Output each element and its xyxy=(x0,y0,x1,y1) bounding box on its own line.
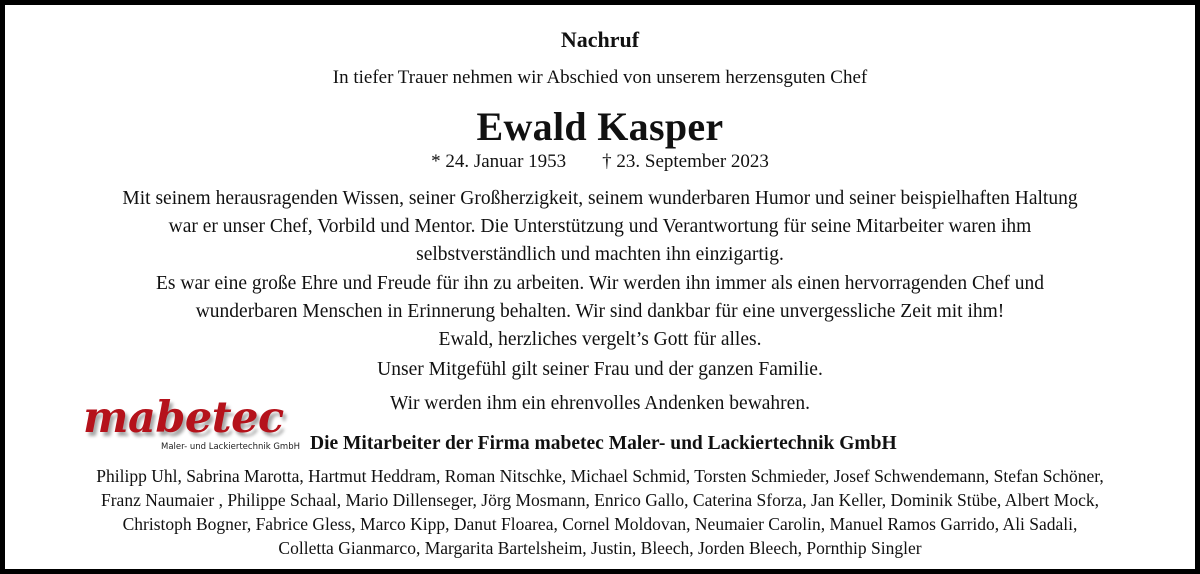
deceased-name: Ewald Kasper xyxy=(476,104,724,149)
tribute-paragraph-2 xyxy=(5,270,1195,354)
notice-title: Nachruf xyxy=(560,27,640,52)
birth-date: * 24. Januar 1953 xyxy=(431,151,567,172)
staff-names xyxy=(5,464,1195,560)
logo-wordmark: mabetec xyxy=(83,393,284,443)
mabetec-logo xyxy=(83,393,301,455)
staff-names-line: Christoph Bogner, Fabrice Gless, Marco Kipp, Danut Floarea, Cornel Moldovan, Neumaier Carolin, Manuel Ramos Garrido, Ali Sadali, xyxy=(122,514,1078,534)
remembrance-line: Wir werden ihm ein ehrenvolles Andenken bewahren. xyxy=(390,393,810,414)
staff-names-line: Franz Naumaier , Philippe Schaal, Mario Dillenseger, Jörg Mosmann, Enrico Gallo, Caterina Sforza, Jan Keller, Dominik Stübe, Albert Mock, xyxy=(101,490,1099,510)
logo-subtitle: Maler- und Lackiertechnik GmbH xyxy=(161,442,301,452)
tribute-line: Mit seinem herausragenden Wissen, seiner Großherzigkeit, seinem wunderbaren Humor und seiner beispielhaften Haltung xyxy=(122,188,1078,209)
tribute-line: wunderbaren Menschen in Erinnerung behalten. Wir sind dankbar für eine unvergessliche Zeit mit ihm! xyxy=(195,301,1005,322)
life-dates xyxy=(5,151,1195,173)
notice-intro: In tiefer Trauer nehmen wir Abschied von unserem herzensguten Chef xyxy=(332,67,868,88)
condolence-line: Unser Mitgefühl gilt seiner Frau und der ganzen Familie. xyxy=(377,359,823,380)
tribute-line: selbstverständlich und machten ihn einzigartig. xyxy=(416,244,784,265)
tribute-line: Ewald, herzliches vergelt’s Gott für alles. xyxy=(438,329,762,350)
staff-names-line: Colletta Gianmarco, Margarita Bartelsheim, Justin, Bleech, Jorden Bleech, Pornthip Singler xyxy=(278,538,922,558)
tribute-line: Es war eine große Ehre und Freude für ihn zu arbeiten. Wir werden ihn immer als einen hervorragenden Chef und xyxy=(156,273,1044,294)
death-date: † 23. September 2023 xyxy=(602,151,769,172)
tribute-paragraph-1 xyxy=(5,185,1195,269)
staff-names-line: Philipp Uhl, Sabrina Marotta, Hartmut Heddram, Roman Nitschke, Michael Schmid, Torsten Schmieder, Josef Schwendemann, Stefan Schöner, xyxy=(96,466,1104,486)
tribute-line: war er unser Chef, Vorbild und Mentor. Die Unterstützung und Verantwortung für seine Mitarbeiter waren ihm xyxy=(168,216,1032,237)
staff-heading: Die Mitarbeiter der Firma mabetec Maler- und Lackiertechnik GmbH xyxy=(310,433,897,454)
